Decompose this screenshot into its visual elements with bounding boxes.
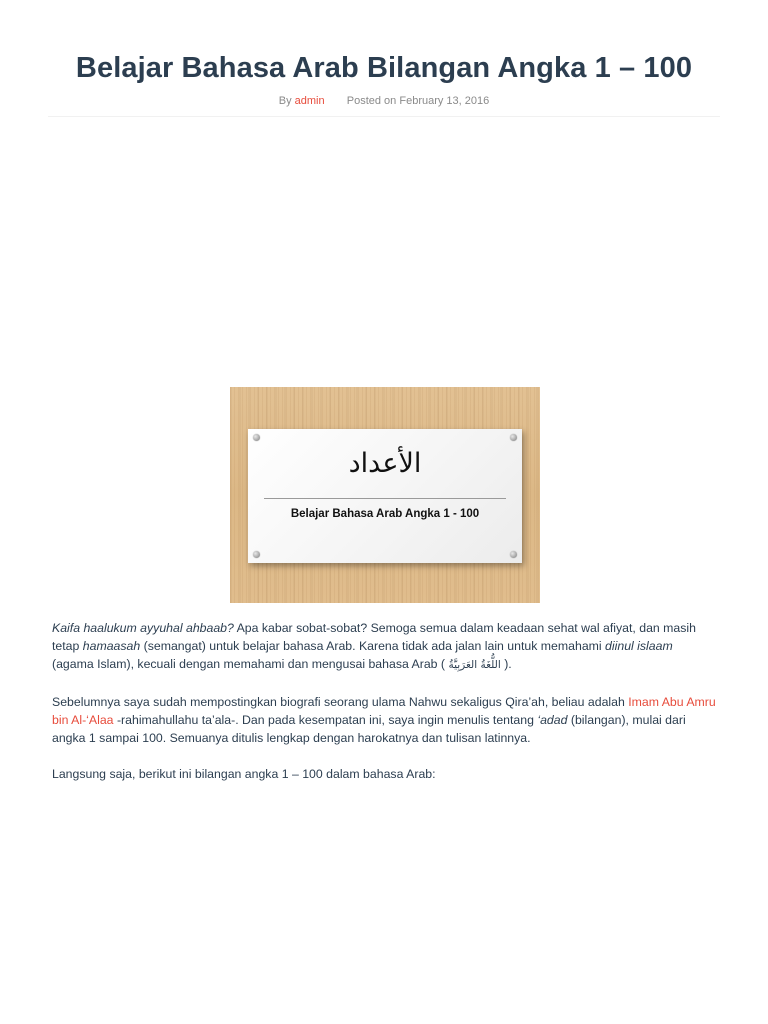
hamaasah-term: hamaasah [82, 639, 141, 654]
by-label: By [278, 95, 292, 107]
greeting-text: Kaifa haalukum ayyuhal ahbaab? [52, 621, 234, 635]
post-date: February 13, 2016 [399, 95, 490, 107]
post-header [48, 0, 720, 117]
arabic-language-term: اللُّغَةُ العَرَبِيَّةُ [448, 659, 501, 672]
biography-paragraph: Sebelumnya saya sudah mempostingkan biografi seorang ulama Nahwu sekaligus Qira’ah, beliau adalah Imam Abu Amru bin Al-‘Alaa -rahimahullahu ta’ala-. Dan pada kesempatan ini, saya ingin menulis tentang ‘adad (bilangan), mulai dari angka 1 sampai 100. Semuanya ditulis lengkap dengan harokatnya dan tulisan latinnya. [52, 694, 716, 746]
screw-icon [510, 551, 517, 558]
plate-arabic-title: الأعداد [348, 448, 422, 479]
plate-caption: Belajar Bahasa Arab Angka 1 - 100 [290, 508, 480, 520]
screw-icon [253, 434, 260, 441]
post-content [52, 619, 716, 801]
featured-image [230, 387, 540, 603]
adad-term: ‘adad [537, 712, 568, 727]
diinul-islaam-term: diinul islaam [605, 639, 673, 654]
intro-paragraph: Kaifa haalukum ayyuhal ahbaab? Apa kabar sobat-sobat? Semoga semua dalam keadaan sehat wal afiyat, dan masih tetap hamaasah (semangat) untuk belajar bahasa Arab. Karena tidak ada jalan lain untuk memahami diinul islaam (agama Islam), kecuali dengan memahami dan mengusai bahasa Arab ( اللُّغَةُ العَرَبِيَّةُ ). [52, 621, 696, 672]
post-title: Belajar Bahasa Arab Bilangan Angka 1 – 100 [75, 52, 693, 84]
sign-plate [248, 429, 522, 563]
screw-icon [253, 551, 260, 558]
imam-abu-amru-link[interactable]: Imam Abu Amru bin Al-‘Alaa [52, 694, 716, 727]
screw-icon [510, 434, 517, 441]
post-meta [48, 94, 720, 108]
list-intro-paragraph: Langsung saja, berikut ini bilangan angka 1 – 100 dalam bahasa Arab: [52, 767, 436, 782]
author-link[interactable]: admin [294, 95, 325, 107]
plate-divider [264, 498, 506, 499]
posted-label: Posted on [346, 95, 397, 107]
